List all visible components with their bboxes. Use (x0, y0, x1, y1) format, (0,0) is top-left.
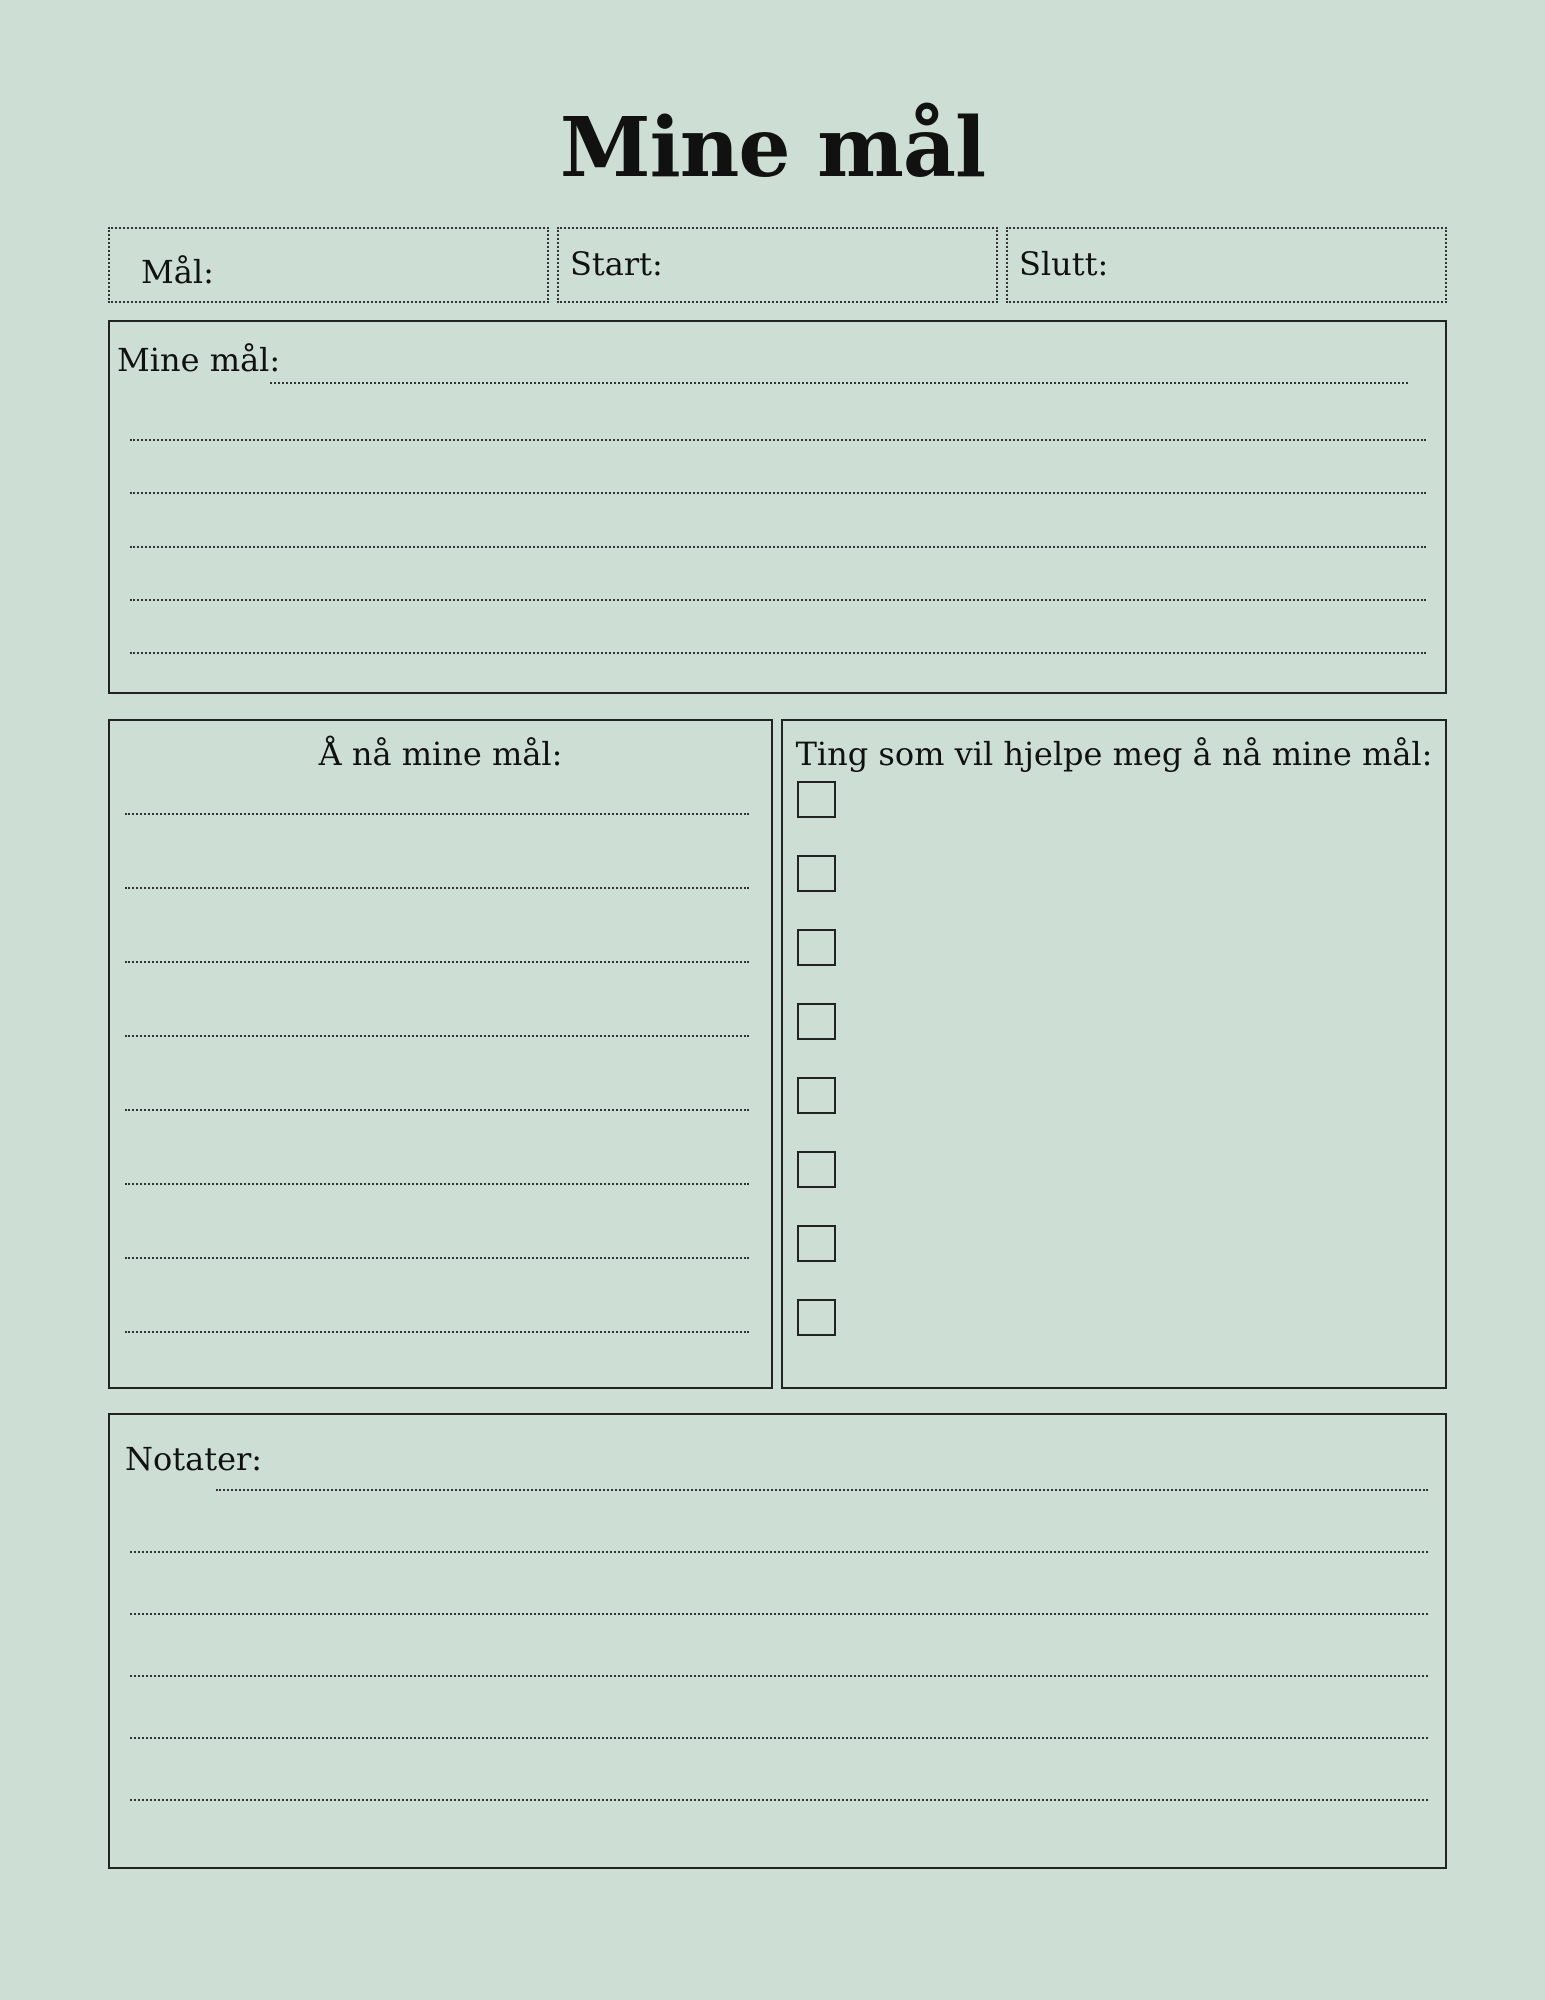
reach-goals-label: Å nå mine mål: (318, 735, 563, 773)
checkbox[interactable] (797, 781, 836, 818)
goal-field-label: Mål: (141, 253, 214, 291)
notes-line[interactable] (130, 1737, 1428, 1739)
checkbox[interactable] (797, 1225, 836, 1262)
goals-section-label: Mine mål: (117, 341, 281, 379)
goals-section (108, 320, 1447, 694)
reach-goals-line[interactable] (125, 1257, 749, 1259)
checkbox[interactable] (797, 855, 836, 892)
goals-line[interactable] (130, 439, 1426, 441)
notes-line[interactable] (130, 1613, 1428, 1615)
reach-goals-section (108, 719, 773, 1389)
checkbox[interactable] (797, 929, 836, 966)
goal-field[interactable] (108, 227, 549, 303)
goals-line[interactable] (270, 382, 1408, 384)
checkbox[interactable] (797, 1077, 836, 1114)
notes-line[interactable] (130, 1551, 1428, 1553)
reach-goals-line[interactable] (125, 1035, 749, 1037)
reach-goals-line[interactable] (125, 1331, 749, 1333)
checkbox[interactable] (797, 1003, 836, 1040)
goals-line[interactable] (130, 652, 1426, 654)
reach-goals-line[interactable] (125, 887, 749, 889)
notes-label: Notater: (125, 1440, 263, 1478)
end-field[interactable] (1006, 227, 1447, 303)
reach-goals-line[interactable] (125, 961, 749, 963)
goals-line[interactable] (130, 492, 1426, 494)
start-field[interactable] (557, 227, 998, 303)
start-field-label: Start: (570, 245, 663, 283)
checkbox[interactable] (797, 1151, 836, 1188)
reach-goals-line[interactable] (125, 1109, 749, 1111)
goals-line[interactable] (130, 599, 1426, 601)
page-title: Mine mål (559, 100, 986, 196)
notes-line[interactable] (130, 1799, 1428, 1801)
helpful-things-label: Ting som vil hjelpe meg å nå mine mål: (795, 735, 1433, 773)
end-field-label: Slutt: (1019, 245, 1109, 283)
checkbox[interactable] (797, 1299, 836, 1336)
notes-line[interactable] (216, 1489, 1428, 1491)
reach-goals-line[interactable] (125, 1183, 749, 1185)
helpful-things-section (781, 719, 1447, 1389)
notes-line[interactable] (130, 1675, 1428, 1677)
notes-section (108, 1413, 1447, 1869)
reach-goals-line[interactable] (125, 813, 749, 815)
goals-line[interactable] (130, 546, 1426, 548)
